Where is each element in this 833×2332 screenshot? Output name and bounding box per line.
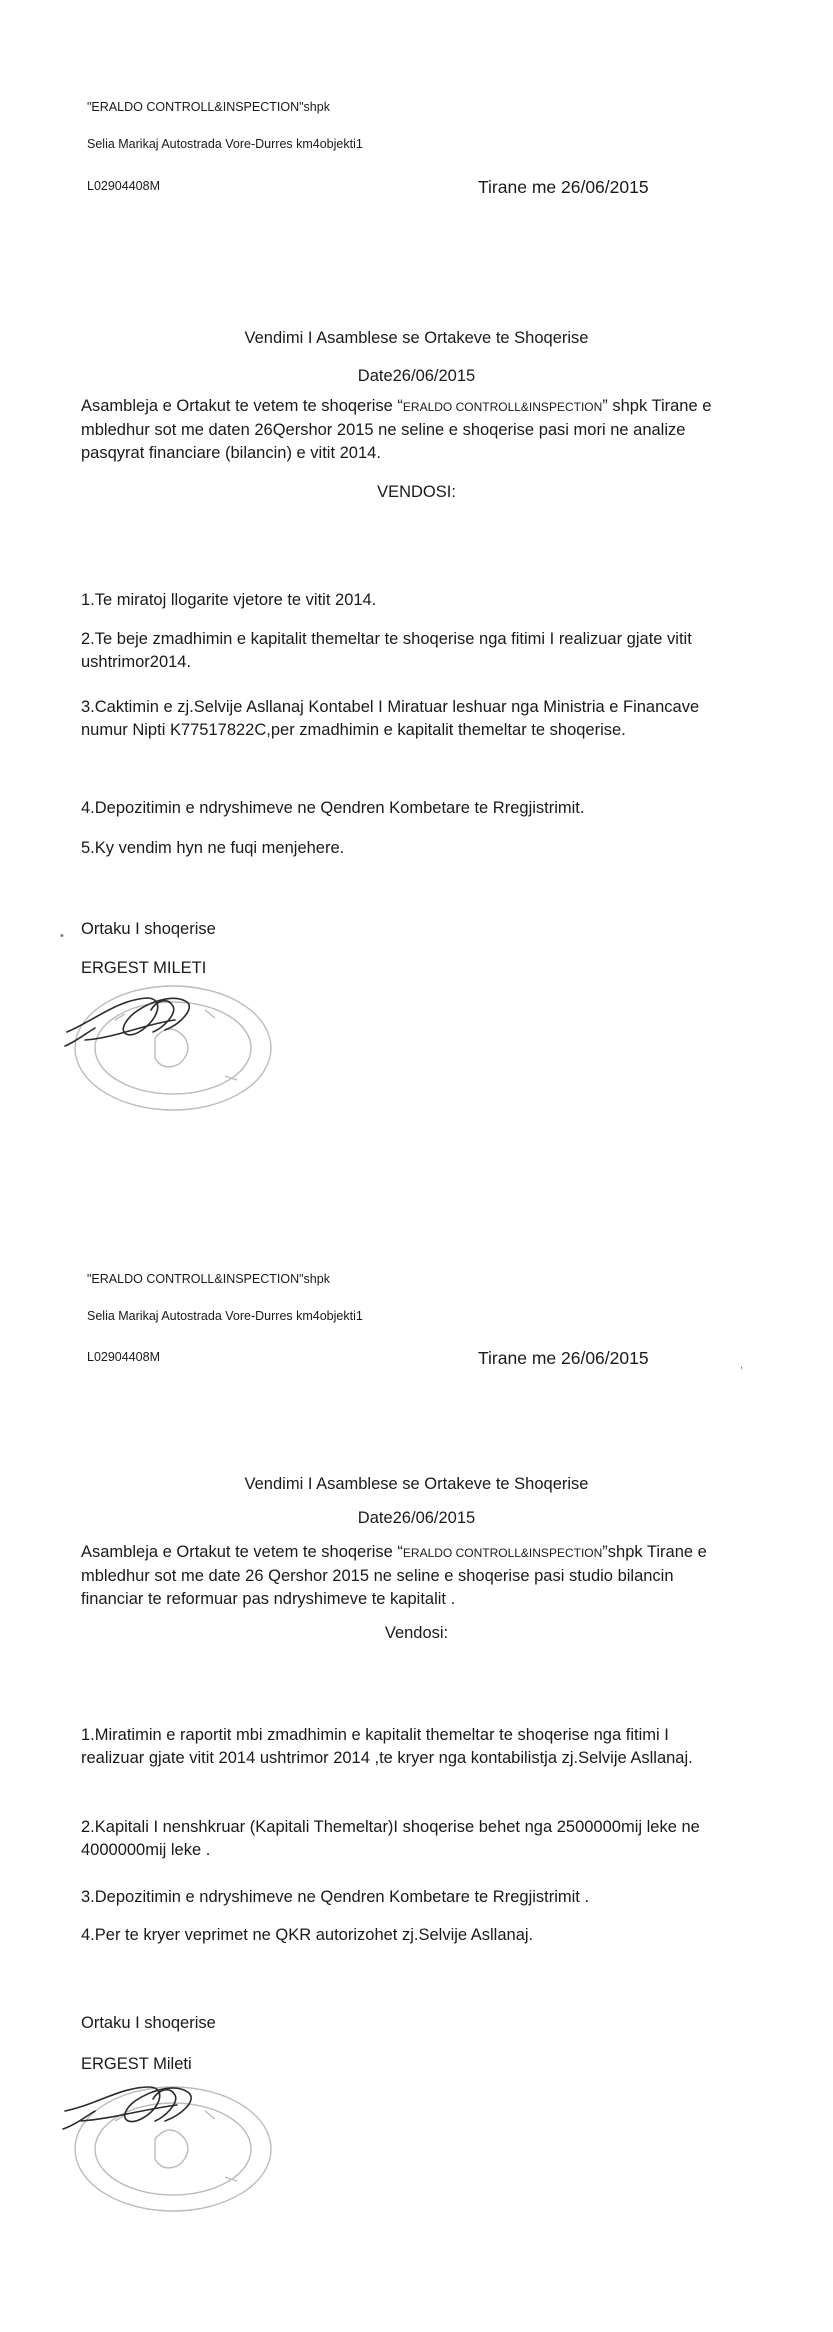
signatory-name: ERGEST MILETI xyxy=(81,959,207,977)
company-address: Selia Marikaj Autostrada Vore-Durres km4objekti1 xyxy=(87,1309,363,1323)
decision-item-3: 3.Caktimin e zj.Selvije Asllanaj Kontabel I Miratuar leshuar nga Ministria e Financave numur Nipti K77517822C,per zmadhimin e kapitalit themeltar te shoqerise. xyxy=(81,698,700,739)
document-page-2 xyxy=(0,1166,833,2332)
place-date: Tirane me 26/06/2015 xyxy=(478,1348,649,1368)
company-stamp-and-signature xyxy=(55,2071,295,2221)
decision-item-4: 4.Depozitimin e ndryshimeve ne Qendren Kombetare te Rregjistrimit. xyxy=(81,799,585,817)
intro-paragraph xyxy=(81,1541,736,1611)
company-nipt: L02904408M xyxy=(87,1350,160,1364)
intro-text-start: Asambleja e Ortakut te vetem te shoqerise “ xyxy=(81,397,403,415)
decision-title: Vendimi I Asamblese se Ortakeve te Shoqerise xyxy=(244,329,589,347)
signatory-name: ERGEST Mileti xyxy=(81,2055,192,2073)
decision-item-2: 2.Kapitali I nenshkruar (Kapitali Themeltar)I shoqerise behet nga 2500000mij leke ne 4000000mij leke . xyxy=(81,1818,700,1859)
company-address: Selia Marikaj Autostrada Vore-Durres km4objekti1 xyxy=(87,137,363,151)
decision-date: Date26/06/2015 xyxy=(357,1509,476,1527)
intro-text-start: Asambleja e Ortakut te vetem te shoqerise “ xyxy=(81,1543,403,1561)
intro-text-end: ” shpk Tirane e mbledhur sot me daten 26Qershor 2015 ne seline e shoqerise pasi mori ne analize pasqyrat financiare (bilancin) e vitit 2014. xyxy=(81,397,712,462)
company-stamp-and-signature xyxy=(55,980,295,1120)
decision-date: Date26/06/2015 xyxy=(357,367,476,385)
intro-company-name: ERALDO CONTROLL&INSPECTION xyxy=(402,400,603,414)
decision-item-1: 1.Te miratoj llogarite vjetore te vitit 2014. xyxy=(81,591,377,609)
decision-title: Vendimi I Asamblese se Ortakeve te Shoqerise xyxy=(244,1475,589,1493)
signatory-title: Ortaku I shoqerise xyxy=(81,920,216,938)
decision-item-4: 4.Per te kryer veprimet ne QKR autorizohet zj.Selvije Asllanaj. xyxy=(81,1926,534,1944)
decision-item-5: 5.Ky vendim hyn ne fuqi menjehere. xyxy=(81,839,345,857)
place-date: Tirane me 26/06/2015 xyxy=(478,177,649,197)
company-name: "ERALDO CONTROLL&INSPECTION"shpk xyxy=(87,1272,330,1286)
decision-label: VENDOSI: xyxy=(377,483,456,501)
intro-company-name: ERALDO CONTROLL&INSPECTION xyxy=(402,1546,603,1560)
intro-text-end: ”shpk Tirane e mbledhur sot me date 26 Qershor 2015 ne seline e shoqerise pasi studio bilancin financiar te reformuar pas ndryshimeve te kapitalit . xyxy=(81,1543,707,1608)
scan-speck: , xyxy=(740,1359,744,1371)
decision-item-3: 3.Depozitimin e ndryshimeve ne Qendren Kombetare te Rregjistrimit . xyxy=(81,1888,590,1906)
company-nipt: L02904408M xyxy=(87,179,160,193)
decision-item-1: 1.Miratimin e raportit mbi zmadhimin e kapitalit themeltar te shoqerise nga fitimi I realizuar gjate vitit 2014 ushtrimor 2014 ,te kryer nga kontabilistja zj.Selvije Asllanaj. xyxy=(81,1726,693,1767)
intro-paragraph xyxy=(81,395,736,465)
signatory-title: Ortaku I shoqerise xyxy=(81,2014,216,2032)
scan-speck: • xyxy=(60,930,64,942)
decision-item-2: 2.Te beje zmadhimin e kapitalit themeltar te shoqerise nga fitimi I realizuar gjate vitit ushtrimor2014. xyxy=(81,630,692,671)
decision-label: Vendosi: xyxy=(384,1624,449,1642)
company-name: "ERALDO CONTROLL&INSPECTION"shpk xyxy=(87,100,330,114)
